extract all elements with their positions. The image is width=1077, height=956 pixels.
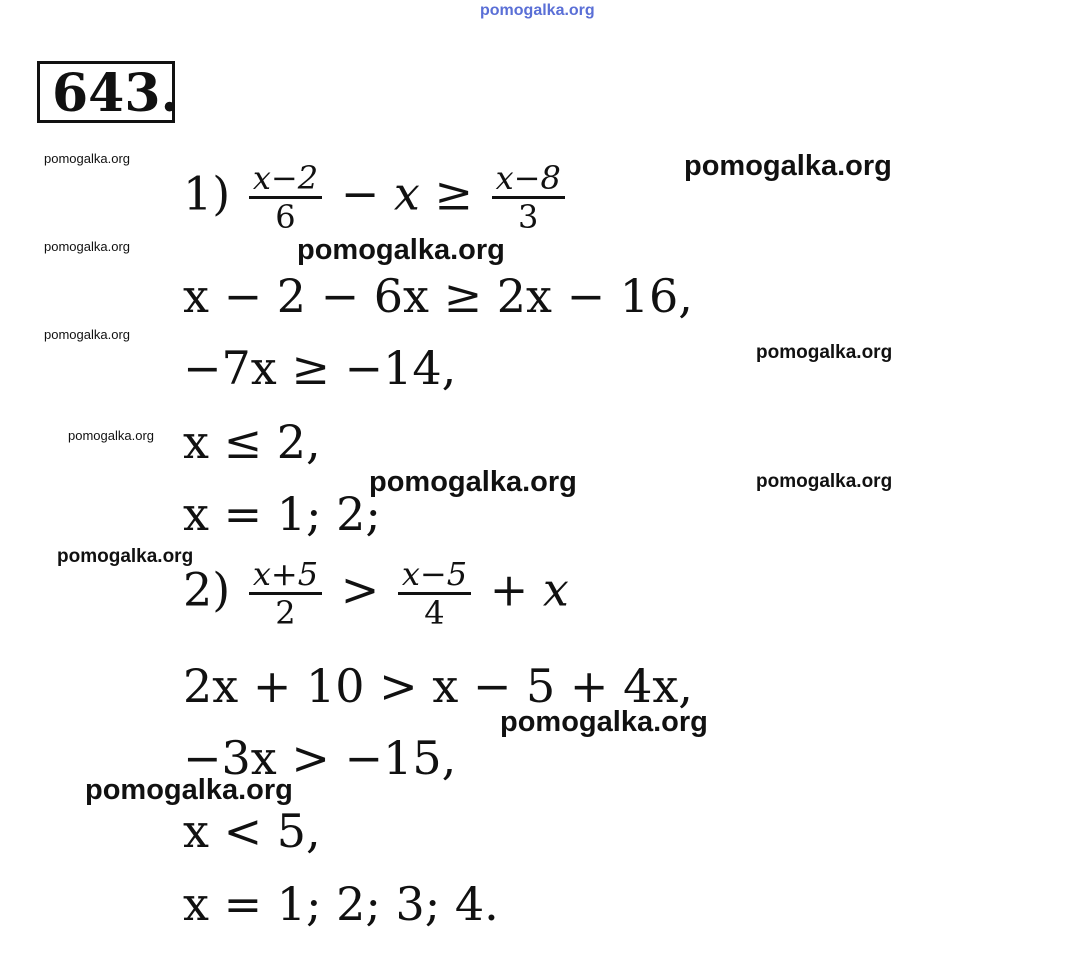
part1-fraction-left-numerator: x−2	[249, 160, 322, 199]
watermark: pomogalka.org	[44, 327, 130, 342]
part1-label: 1)	[183, 166, 231, 221]
part2-step-4: x = 1; 2; 3; 4.	[183, 877, 499, 931]
watermark: pomogalka.org	[756, 471, 893, 492]
part2-fraction-left	[249, 556, 322, 631]
part2-step-1: 2x + 10 > x − 5 + 4x,	[183, 659, 693, 713]
watermark: pomogalka.org	[756, 342, 893, 363]
watermark: pomogalka.org	[44, 151, 130, 166]
watermark: pomogalka.org	[684, 150, 892, 182]
part1-fraction-right-numerator: x−8	[492, 160, 565, 199]
part1-step-2: −7x ≥ −14,	[183, 341, 457, 395]
watermark: pomogalka.org	[44, 239, 130, 254]
watermark: pomogalka.org	[297, 234, 505, 266]
part1-middle: − x ≥	[340, 166, 473, 221]
part2-fraction-left-numerator: x+5	[249, 556, 322, 595]
part2-middle: >	[340, 562, 380, 617]
part1-fraction-right	[492, 160, 565, 235]
watermark: pomogalka.org	[68, 428, 154, 443]
part2-label: 2)	[183, 562, 231, 617]
watermark: pomogalka.org	[500, 706, 708, 738]
part2-inequality	[183, 556, 569, 631]
part2-fraction-left-denominator: 2	[275, 594, 296, 632]
watermark-top: pomogalka.org	[480, 2, 595, 19]
part1-inequality	[183, 160, 569, 235]
problem-number-box	[37, 61, 179, 124]
watermark: pomogalka.org	[57, 546, 194, 567]
part1-step-1: x − 2 − 6x ≥ 2x − 16,	[183, 269, 693, 323]
part1-step-3: x ≤ 2,	[183, 415, 321, 469]
part1-fraction-left-denominator: 6	[275, 198, 296, 236]
part1-fraction-right-denominator: 3	[518, 198, 539, 236]
part1-fraction-left	[249, 160, 322, 235]
problem-number: 643.	[52, 63, 179, 124]
part2-tail: + x	[489, 562, 569, 617]
part2-step-2: −3x > −15,	[183, 731, 457, 785]
part2-fraction-right	[398, 556, 471, 631]
part2-fraction-right-numerator: x−5	[398, 556, 471, 595]
part2-fraction-right-denominator: 4	[424, 594, 445, 632]
watermark: pomogalka.org	[369, 466, 577, 498]
watermark: pomogalka.org	[85, 774, 293, 806]
part1-step-4: x = 1; 2;	[183, 487, 381, 541]
part2-step-3: x < 5,	[183, 804, 321, 858]
